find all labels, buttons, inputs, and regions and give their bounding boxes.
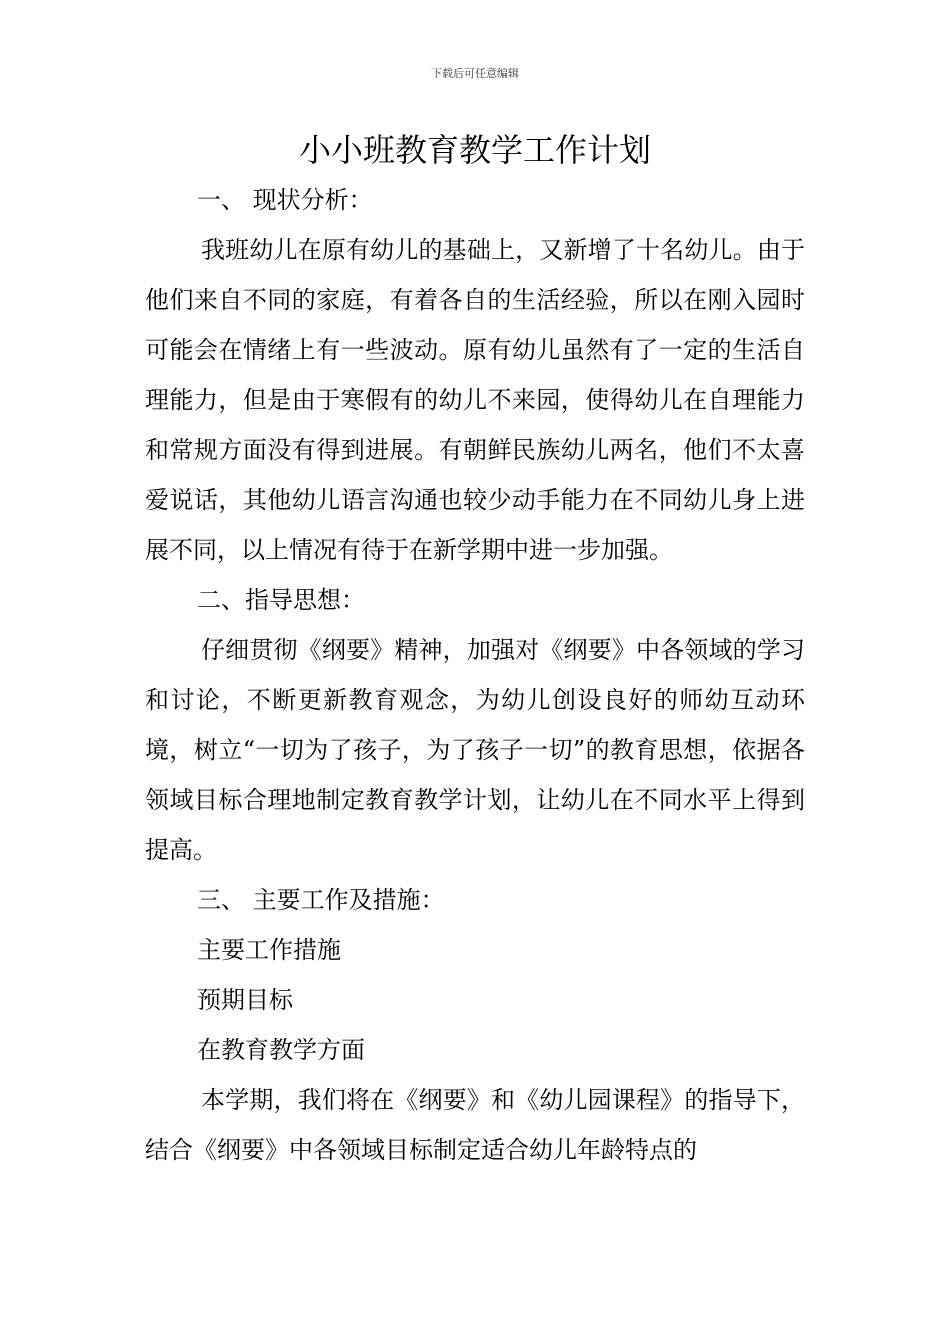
document-title: 小小班教育教学工作计划 [298, 131, 651, 169]
line-expected-goals: 预期目标 [197, 986, 293, 1014]
paragraph-analysis: 我班幼儿在原有幼儿的基础上，又新增了十名幼儿。由于他们来自不同的家庭，有着各自的生活经验，所以在刚入园时可能会在情绪上有一些波动。原有幼儿虽然有了一定的生活自理能力，但是由于寒假有的幼儿不来园，使得幼儿在自理能力和常规方面没有得到进展。有朝鲜民族幼儿两名，他们不太喜爱说话，其他幼儿语言沟通也较少动手能力在不同幼儿身上进展不同，以上情况有待于在新学期中进一步加强。 [145, 236, 805, 564]
line-main-work-measures: 主要工作措施 [197, 936, 341, 964]
document-body [145, 175, 805, 1175]
section-heading-main-work: 三、 主要工作及措施： [197, 886, 445, 914]
section-heading-analysis: 一、 现状分析： [197, 186, 373, 214]
paragraph-this-semester: 本学期，我们将在《纲要》和《幼儿园课程》的指导下，结合《纲要》中各领域目标制定适合幼儿年龄特点的 [145, 1086, 805, 1164]
line-education-teaching: 在教育教学方面 [197, 1036, 365, 1064]
section-heading-guiding-thought: 二、指导思想： [197, 586, 365, 614]
paragraph-guiding-thought: 仔细贯彻《纲要》精神，加强对《纲要》中各领域的学习和讨论，不断更新教育观念，为幼儿创设良好的师幼互动环境，树立“一切为了孩子，为了孩子一切”的教育思想，依据各领域目标合理地制定教育教学计划，让幼儿在不同水平上得到提高。 [145, 636, 805, 864]
header-note: 下载后可任意编辑 [431, 67, 519, 80]
